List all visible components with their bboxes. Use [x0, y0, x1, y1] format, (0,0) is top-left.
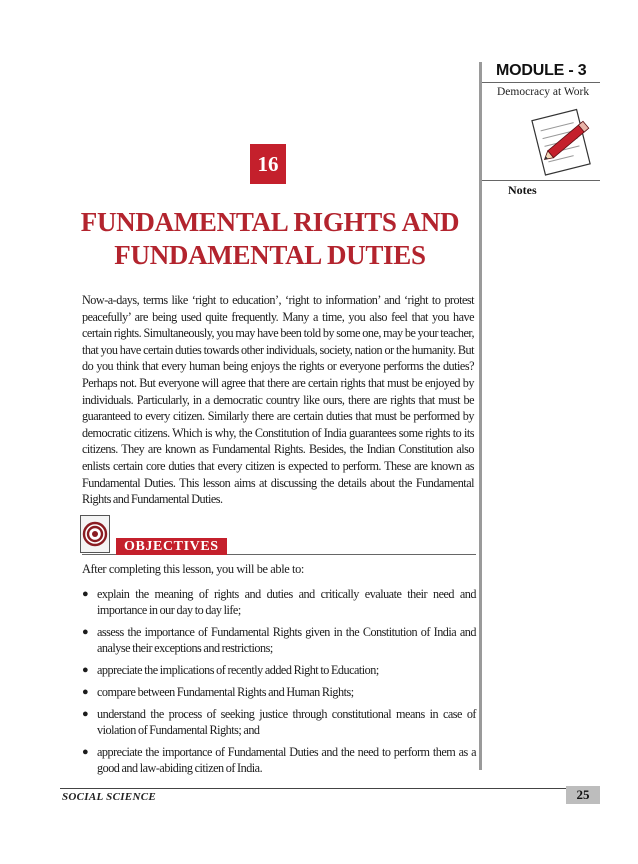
- bullet-icon: ●: [82, 588, 89, 600]
- module-rule: [482, 82, 600, 83]
- footer-rule: [60, 788, 600, 789]
- notes-label: Notes: [508, 183, 537, 197]
- chapter-title-line2: FUNDAMENTAL DUTIES: [114, 240, 426, 270]
- bullet-icon: ●: [82, 686, 89, 698]
- intro-paragraph: Now-a-days, terms like ‘right to education’, ‘right to information’ and ‘right to protest peacefully’ are being used quite frequently. Many a time, you also feel that you have certain rights. Simultaneously, you may have been told by some one, may be your teacher, that you have certain duties towards other individuals, society, nation or the humanity. But do you think that every human being enjoys the rights or everyone performs the duties? Perhaps not. But everyone will agree that there are certain rights that must be enjoyed by individuals. Particularly, in a democratic country like ours, there are rights that must be guaranteed to every citizen. Similarly there are certain duties that must be performed by democratic citizens. Which is why, the Constitution of India guarantees some rights to its citizens. They are known as Fundamental Rights. Besides, the Indian Constitution also enlists certain core duties that every citizen is expected to perform. These are known as Fundamental Duties. This lesson aims at discussing the details about the Fundamental Rights and Fundamental Duties.: [82, 293, 474, 507]
- module-title: MODULE - 3: [496, 62, 587, 79]
- objectives-list: [82, 586, 476, 782]
- bullet-icon: ●: [82, 708, 89, 720]
- bullet-icon: ●: [82, 664, 89, 676]
- chapter-title-line1: FUNDAMENTAL RIGHTS AND: [80, 207, 460, 237]
- objectives-intro: After completing this lesson, you will be able to:: [82, 562, 304, 576]
- bullet-icon: ●: [82, 626, 89, 638]
- list-item: ● appreciate the implications of recently added Right to Education;: [82, 663, 379, 677]
- notes-rule: [482, 180, 600, 181]
- footer-subject: SOCIAL SCIENCE: [62, 791, 156, 803]
- notes-pencil-icon: [526, 104, 598, 180]
- chapter-number-badge: 16: [250, 144, 286, 184]
- list-item: ● explain the meaning of rights and duties and critically evaluate their need and importance in our day to day life;: [82, 587, 476, 617]
- objectives-label: OBJECTIVES: [116, 538, 227, 555]
- target-icon: [80, 515, 110, 553]
- list-item: ● appreciate the importance of Fundamental Duties and the need to perform them as a good and law-abiding citizen of India.: [82, 745, 476, 775]
- list-item: ● understand the process of seeking justice through constitutional means in case of violation of Fundamental Rights; and: [82, 707, 476, 737]
- page-number: 25: [566, 786, 600, 804]
- list-item: ● assess the importance of Fundamental Rights given in the Constitution of India and analyse their exceptions and restrictions;: [82, 625, 476, 655]
- margin-divider: [479, 62, 482, 770]
- list-item: ● compare between Fundamental Rights and Human Rights;: [82, 685, 354, 699]
- chapter-title: [60, 206, 480, 272]
- bullet-icon: ●: [82, 746, 89, 758]
- module-subtitle: Democracy at Work: [497, 86, 590, 98]
